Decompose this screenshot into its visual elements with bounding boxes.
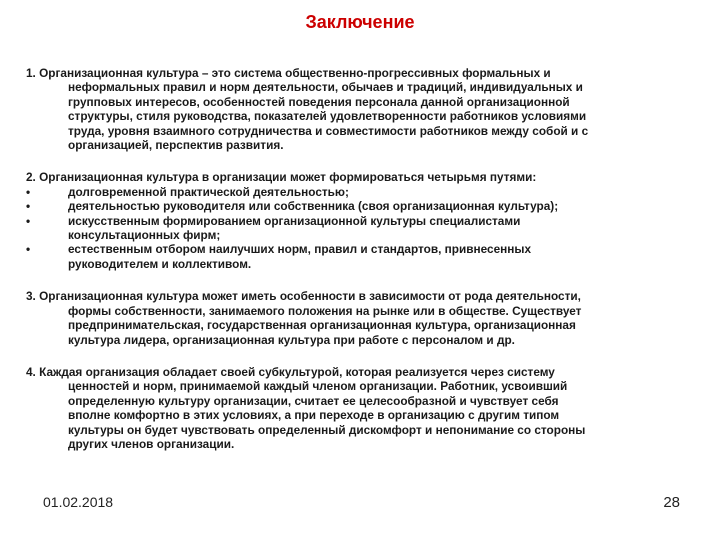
slide-body xyxy=(26,66,694,451)
slide-title: Заключение xyxy=(305,12,415,32)
paragraph-1-line: 1. Организационная культура – это система общественно-прогрессивных формальных и xyxy=(26,66,551,80)
paragraph-3-line: 3. Организационная культура может иметь особенности в зависимости от рода деятельности, xyxy=(26,289,581,304)
list-item-line: искусственным формированием организационной культуры специалистами xyxy=(68,213,521,228)
paragraph-3 xyxy=(26,289,694,347)
paragraph-4-line: вполне комфортно в этих условиях, а при переходе в организацию с другим типом xyxy=(68,408,560,423)
list-item-text: долговременной практической деятельностью; xyxy=(68,184,349,199)
paragraph-1 xyxy=(26,66,694,152)
paragraph-2 xyxy=(26,170,694,271)
list-item-text xyxy=(68,242,694,271)
list-item xyxy=(26,199,694,213)
paragraph-1-line: организацией, перспектив развития. xyxy=(68,138,284,153)
list-item-line: консультационных фирм; xyxy=(68,228,221,243)
paragraph-4-line: ценностей и норм, принимаемой каждый членом организации. Работник, усвоивший xyxy=(68,379,568,394)
list-item xyxy=(26,242,694,271)
paragraph-4-line: других членов организации. xyxy=(68,436,235,451)
slide-page-number: 28 xyxy=(663,494,680,511)
paragraph-4-line: 4. Каждая организация обладает своей субкультурой, которая реализуется через систему xyxy=(26,364,555,379)
slide-date: 01.02.2018 xyxy=(43,494,114,510)
paragraph-2-intro: 2. Организационная культура в организации может формироваться четырьмя путями: xyxy=(26,170,537,185)
paragraph-4-line: культуры он будет чувствовать определенный дискомфорт и непонимание со стороны xyxy=(68,422,586,437)
paragraph-3-line: предпринимательская, государственная организационная культура, организационная xyxy=(68,318,576,333)
bullet-icon: • xyxy=(26,242,31,257)
paragraph-1-line: групповых интересов, особенностей поведения персонала данной организационной xyxy=(68,94,570,109)
bullet-icon: • xyxy=(26,199,31,214)
list-item xyxy=(26,214,694,243)
paragraph-1-line: труда, уровня взаимного сотрудничества и совместимости работников между собой и с xyxy=(68,123,589,138)
list-item-text xyxy=(68,214,694,243)
list-item-line: естественным отбором наилучших норм, правил и стандартов, привнесенных xyxy=(68,242,532,257)
paragraph-3-line: формы собственности, занимаемого положения на рынке или в обществе. Существует xyxy=(68,303,582,318)
list-item-line: руководителем и коллективом. xyxy=(68,256,252,271)
list-item-text: деятельностью руководителя или собственника (своя организационная культура); xyxy=(68,199,559,214)
paragraph-4 xyxy=(26,365,694,451)
paragraph-4-line: определенную культуру организации, считает ее целесообразной и чувствует себя xyxy=(68,393,559,408)
paragraph-1-line: структуры, стиля руководства, показателей удовлетворенности работников условиями xyxy=(68,109,587,124)
bullet-icon: • xyxy=(26,184,31,199)
paragraph-3-line: культура лидера, организационная культура при работе с персоналом и др. xyxy=(68,332,515,347)
paragraph-1-line: неформальных правил и норм деятельности, обычаев и традиций, индивидуальных и xyxy=(68,80,583,95)
list-item xyxy=(26,185,694,199)
bullet-icon: • xyxy=(26,213,31,228)
